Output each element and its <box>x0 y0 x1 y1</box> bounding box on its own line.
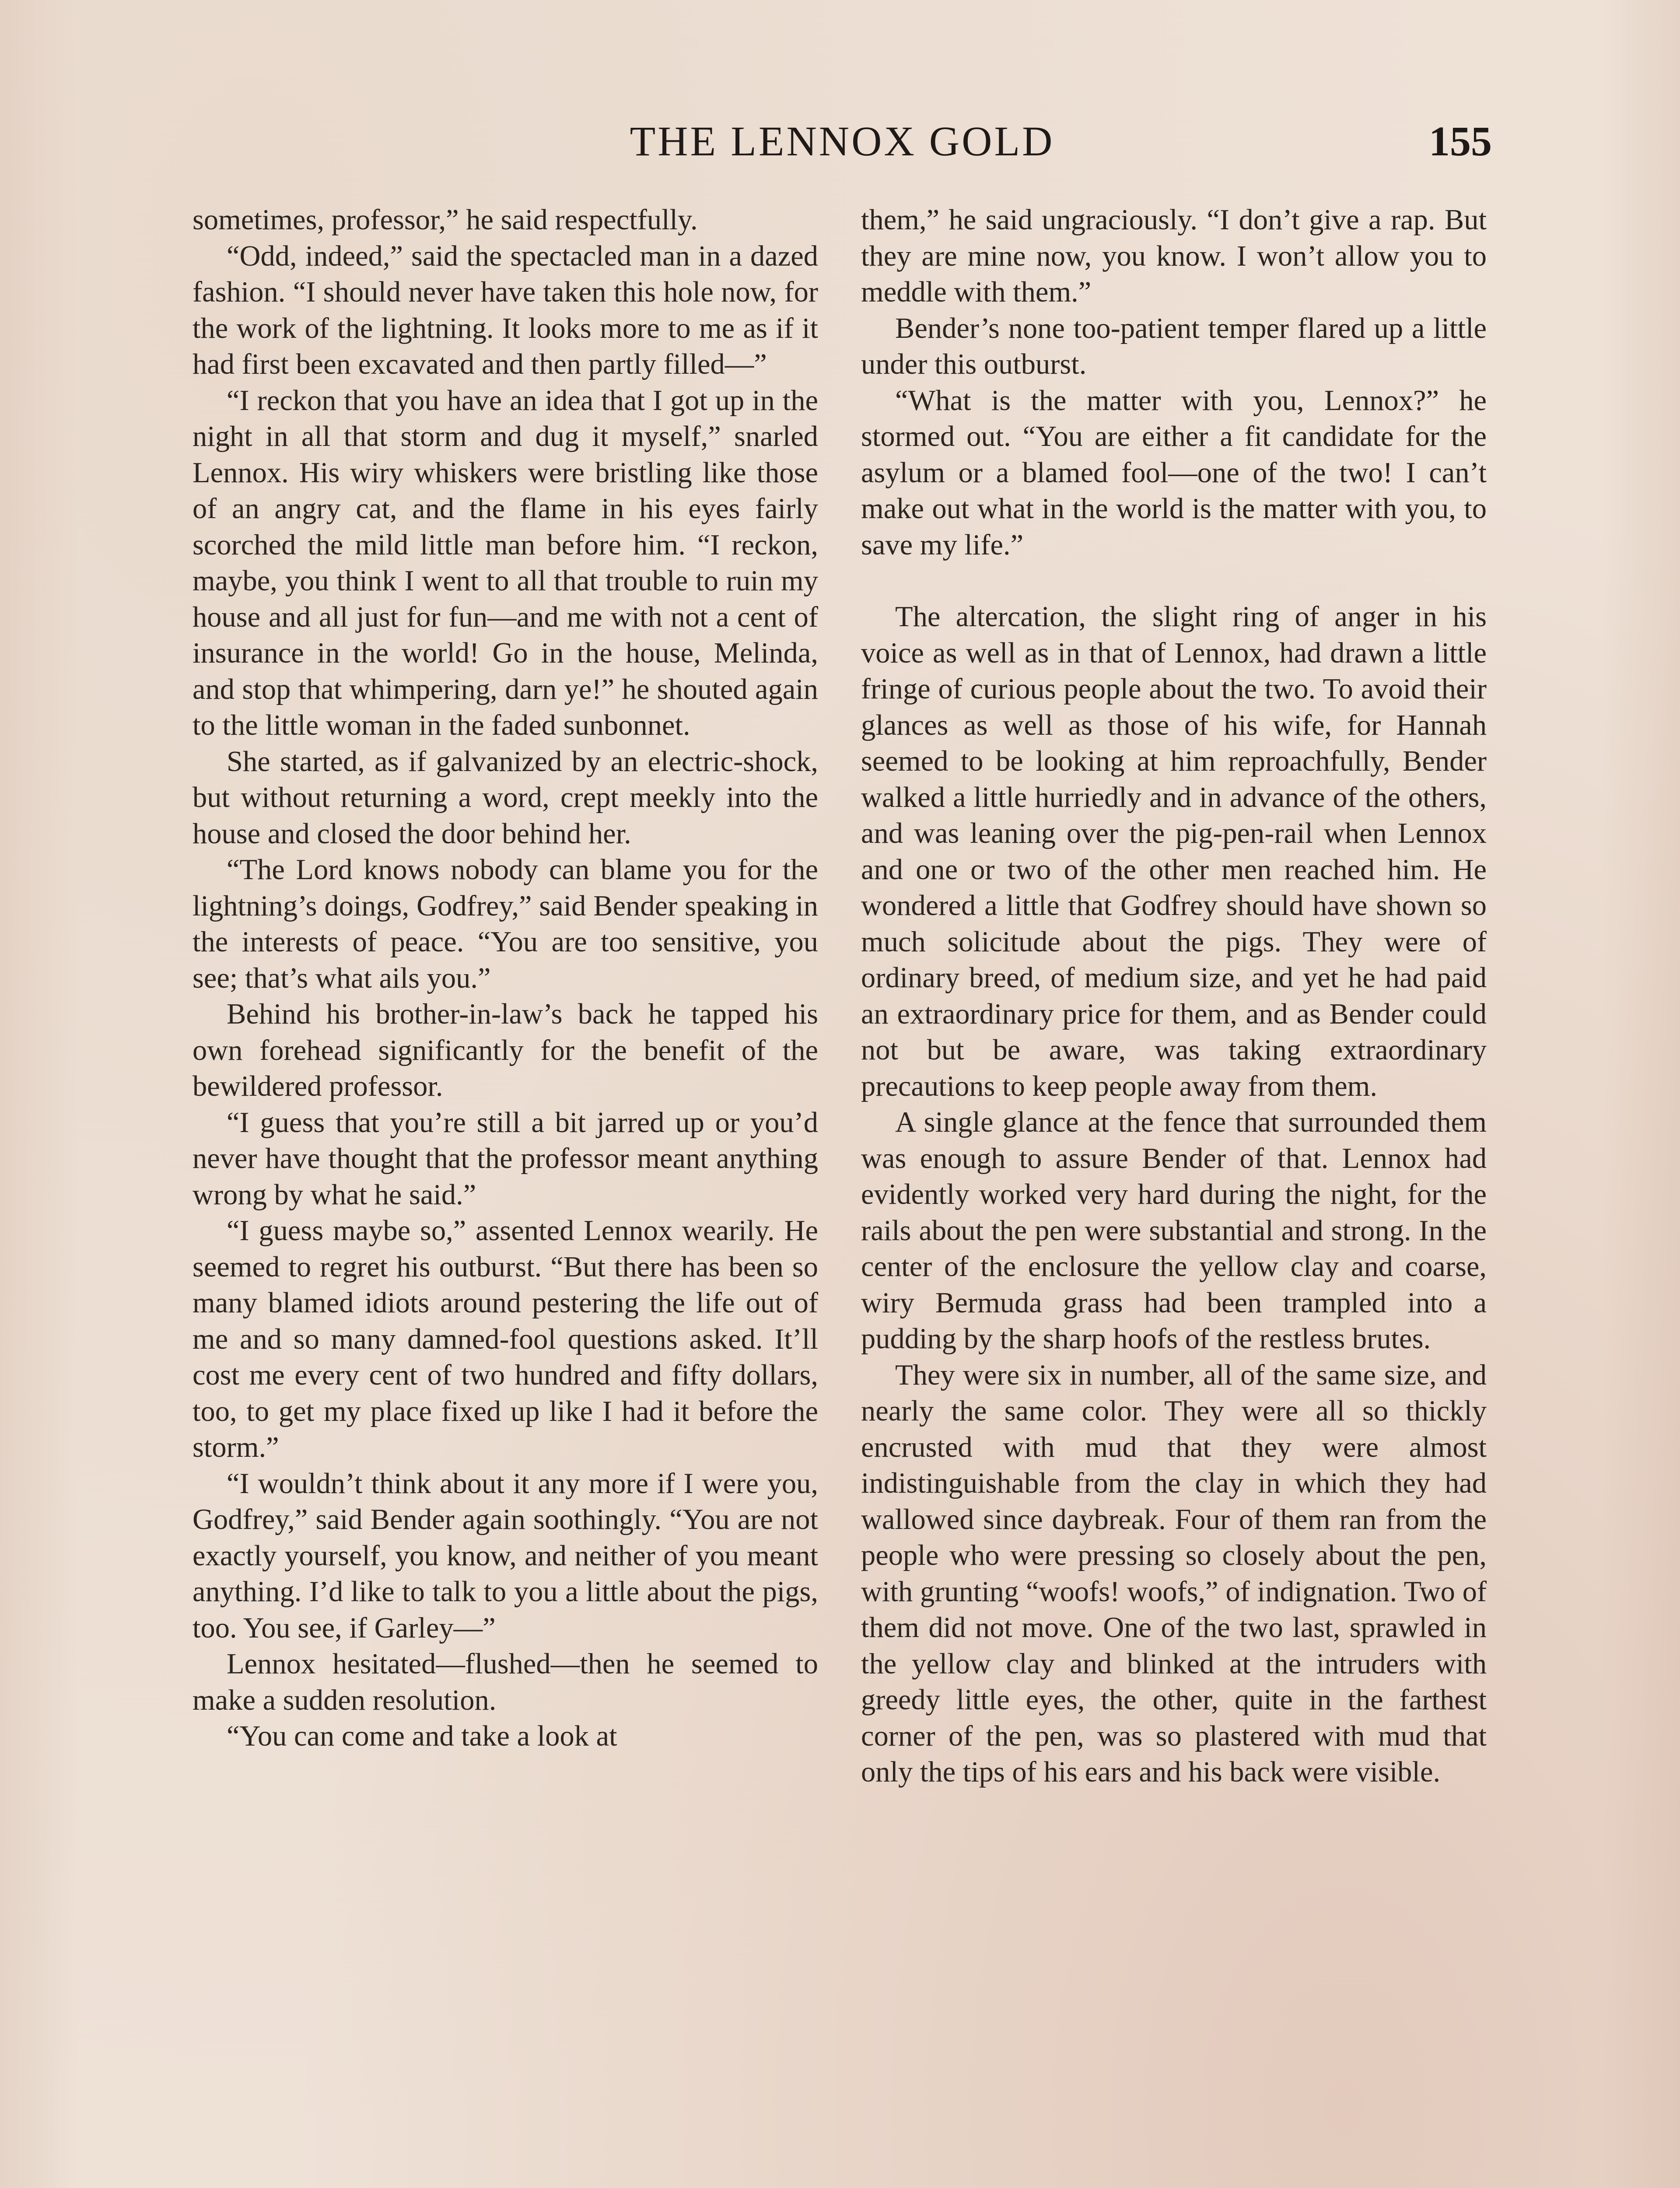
paragraph: them,” he said ungraciously. “I don’t give a rap. But they are mine now, you know. I won’t allow you to meddle with them.” <box>861 204 1487 308</box>
paragraph: Lennox hesitated—flushed—then he seemed to make a sudden resolution. <box>192 1648 818 1716</box>
paragraph: “I guess maybe so,” assented Lennox wearily. He seemed to regret his outburst. “But there has been so many blamed idiots around pestering the life out of me and so many damned-fool questions asked. It’ll cost me every cent of two hundred and fifty dollars, too, to get my place fixed up like I had it before the storm.” <box>192 1215 818 1463</box>
right-column <box>861 202 1487 1791</box>
paragraph: The altercation, the slight ring of anger in his voice as well as in that of Lennox, had drawn a little fringe of curious people about the two. To avoid their glances as well as those of his wife, for Hannah seemed to be looking at him reproachfully, Bender walked a little hurriedly and in advance of the others, and was leaning over the pig-pen-rail when Lennox and one or two of the other men reached him. He wondered a little that Godfrey should have shown so much solicitude about the pigs. They were of ordinary breed, of medium size, and yet he had paid an extraordinary price for them, and as Bender could not but be aware, was taking extraordinary precautions to keep people away from them. <box>861 601 1487 1102</box>
paragraph: “What is the matter with you, Lennox?” he stormed out. “You are either a fit candidate for the asylum or a blamed fool—one of the two! I can’t make out what in the world is the matter with you, to save my life.” <box>861 384 1487 561</box>
paragraph: A single glance at the fence that surrounded them was enough to assure Bender of that. Lennox had evidently worked very hard during the night, for the rails about the pen were substantial and strong. In the center of the enclosure the yellow clay and coarse, wiry Bermuda grass had been trampled into a pudding by the sharp hoofs of the restless brutes. <box>861 1106 1487 1355</box>
paragraph: She started, as if galvanized by an electric-shock, but without returning a word, crept meekly into the house and closed the door behind her. <box>192 745 818 850</box>
paragraph: “I wouldn’t think about it any more if I were you, Godfrey,” said Bender again soothingly. “You are not exactly yourself, you know, and neither of you meant anything. I’d like to talk to you a little about the pigs, too. You see, if Garley—” <box>192 1467 818 1644</box>
paragraph: Bender’s none too-patient temper flared up a little under this outburst. <box>861 312 1487 380</box>
paragraph: “The Lord knows nobody can blame you for the lightning’s doings, Godfrey,” said Bender speaking in the interests of peace. “You are too sensitive, you see; that’s what ails you.” <box>192 854 818 994</box>
running-head <box>192 117 1492 165</box>
paragraph: “You can come and take a look at <box>227 1720 617 1752</box>
running-title: THE LENNOX GOLD <box>630 118 1055 165</box>
paragraph: sometimes, professor,” he said respectfully. <box>192 204 698 236</box>
paragraph: “Odd, indeed,” said the spectacled man in a dazed fashion. “I should never have taken this hole now, for the work of the lightning. It looks more to me as if it had first been excavated and then partly filled—” <box>192 240 818 380</box>
paragraph: “I guess that you’re still a bit jarred up or you’d never have thought that the professor meant anything wrong by what he said.” <box>192 1106 818 1211</box>
paragraph: “I reckon that you have an idea that I got up in the night in all that storm and dug it myself,” snarled Lennox. His wiry whiskers were bristling like those of an angry cat, and the flame in his eyes fairly scorched the mild little man before him. “I reckon, maybe, you think I went to all that trouble to ruin my house and all just for fun—and me with not a cent of insurance in the world! Go in the house, Melinda, and stop that whimpering, darn ye!” he shouted again to the little woman in the faded sunbonnet. <box>192 384 818 741</box>
paragraph: They were six in number, all of the same size, and nearly the same color. They were all so thickly encrusted with mud that they were almost indistinguishable from the clay in which they had wallowed since daybreak. Four of them ran from the people who were pressing so closely about the pen, with grunting “woofs! woofs,” of indignation. Two of them did not move. One of the two last, sprawled in the yellow clay and blinked at the intruders with greedy little eyes, the other, quite in the farthest corner of the pen, was so plastered with mud that only the tips of his ears and his back were visible. <box>861 1359 1487 1788</box>
page-number: 155 <box>1429 118 1492 165</box>
left-column <box>192 202 818 1755</box>
paragraph: Behind his brother-in-law’s back he tapped his own forehead significantly for the benefit of the bewildered professor. <box>192 998 818 1102</box>
